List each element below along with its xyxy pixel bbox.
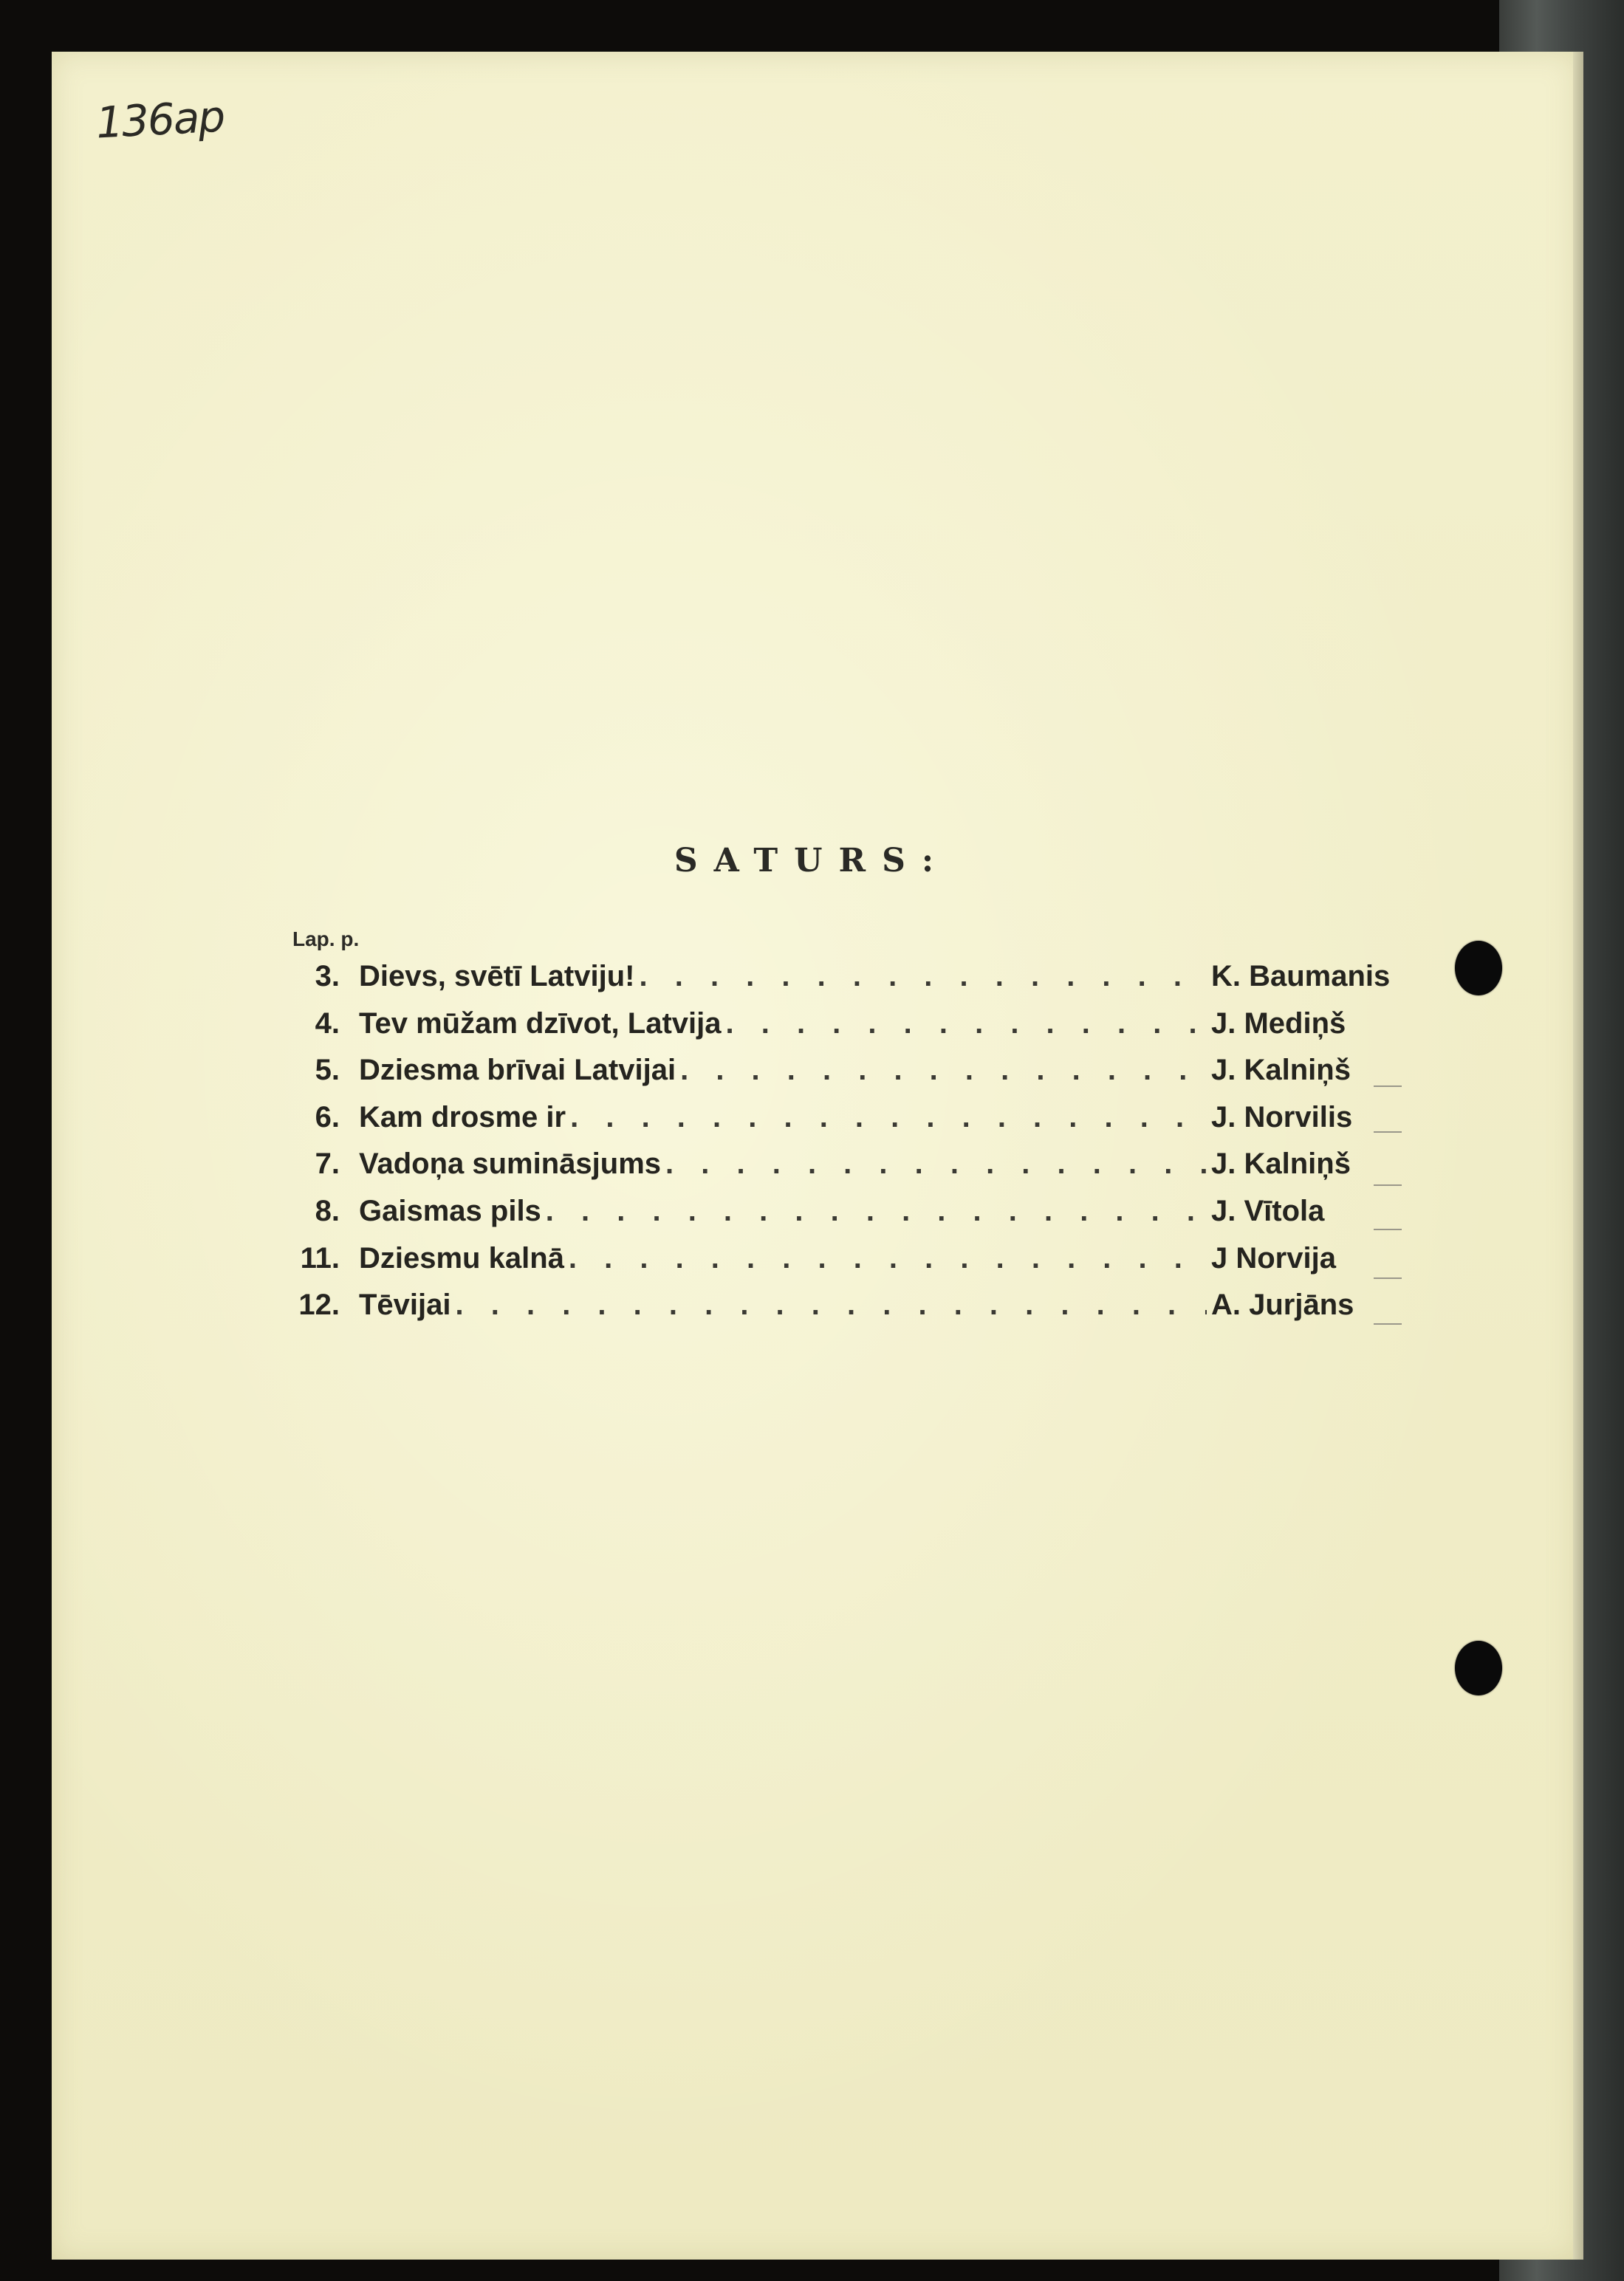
toc-title: Dziesma brīvai Latvijai <box>359 1054 676 1087</box>
toc-title: Kam drosme ir <box>359 1100 566 1133</box>
toc-author: J. Vītola <box>1211 1194 1325 1227</box>
toc-author: J. Kalniņš <box>1211 1054 1351 1087</box>
dot-leader <box>639 960 1207 993</box>
toc-entry <box>266 1007 1418 1054</box>
toc-title: Tev mūžam dzīvot, Latvija <box>359 1006 722 1040</box>
toc-page-number: 7. <box>315 1148 340 1181</box>
punch-hole <box>1455 1641 1502 1695</box>
toc-title: Dziesmu kalnā <box>359 1241 564 1275</box>
dot-leader <box>569 1242 1207 1275</box>
pencil-mark <box>1374 1131 1402 1133</box>
toc-title: Dievs, svētī Latviju! <box>359 960 635 992</box>
toc-author: J Norvija <box>1211 1241 1336 1275</box>
dot-leader <box>680 1054 1207 1087</box>
pencil-mark <box>1374 1085 1402 1087</box>
toc-author: J. Mediņš <box>1211 1006 1346 1040</box>
dot-leader <box>456 1289 1207 1322</box>
dot-leader <box>570 1101 1207 1134</box>
toc-page-number: 4. <box>315 1006 340 1040</box>
pencil-mark <box>1374 1184 1402 1186</box>
toc-author: K. Baumanis <box>1211 960 1391 992</box>
toc-title: Gaismas pils <box>359 1194 541 1227</box>
toc-entry <box>266 1195 1418 1242</box>
dot-leader <box>546 1195 1207 1228</box>
toc-entry <box>266 1289 1418 1336</box>
toc-page-number: 3. <box>315 960 340 992</box>
toc-entry <box>266 960 1418 1007</box>
toc-author: J. Kalniņš <box>1211 1148 1351 1181</box>
punch-hole <box>1455 941 1502 995</box>
toc-author: J. Norvilis <box>1211 1100 1353 1133</box>
pencil-mark <box>1374 1277 1402 1279</box>
toc-entry <box>266 1242 1418 1289</box>
toc-page-number: 8. <box>315 1194 340 1227</box>
toc-entry <box>266 1148 1418 1195</box>
pencil-mark <box>1374 1323 1402 1325</box>
table-of-contents <box>266 960 1418 1336</box>
toc-entry <box>266 1054 1418 1101</box>
toc-page-number: 5. <box>315 1054 340 1087</box>
dot-leader <box>726 1007 1207 1040</box>
toc-page-number: 12. <box>298 1289 340 1322</box>
toc-title: Vadoņa sumināsjums <box>359 1148 662 1181</box>
page-edge <box>1573 52 1583 2260</box>
toc-title: Tēvijai <box>359 1289 451 1322</box>
toc-entry <box>266 1101 1418 1148</box>
handwritten-note: 136ap <box>95 91 225 148</box>
page-column-header: Lap. p. <box>292 927 360 950</box>
toc-page-number: 11. <box>300 1241 340 1275</box>
dot-leader <box>665 1148 1207 1181</box>
contents-title: SATURS: <box>674 842 950 879</box>
pencil-mark <box>1374 1229 1402 1230</box>
toc-author: A. Jurjāns <box>1211 1289 1354 1322</box>
toc-page-number: 6. <box>315 1100 340 1133</box>
